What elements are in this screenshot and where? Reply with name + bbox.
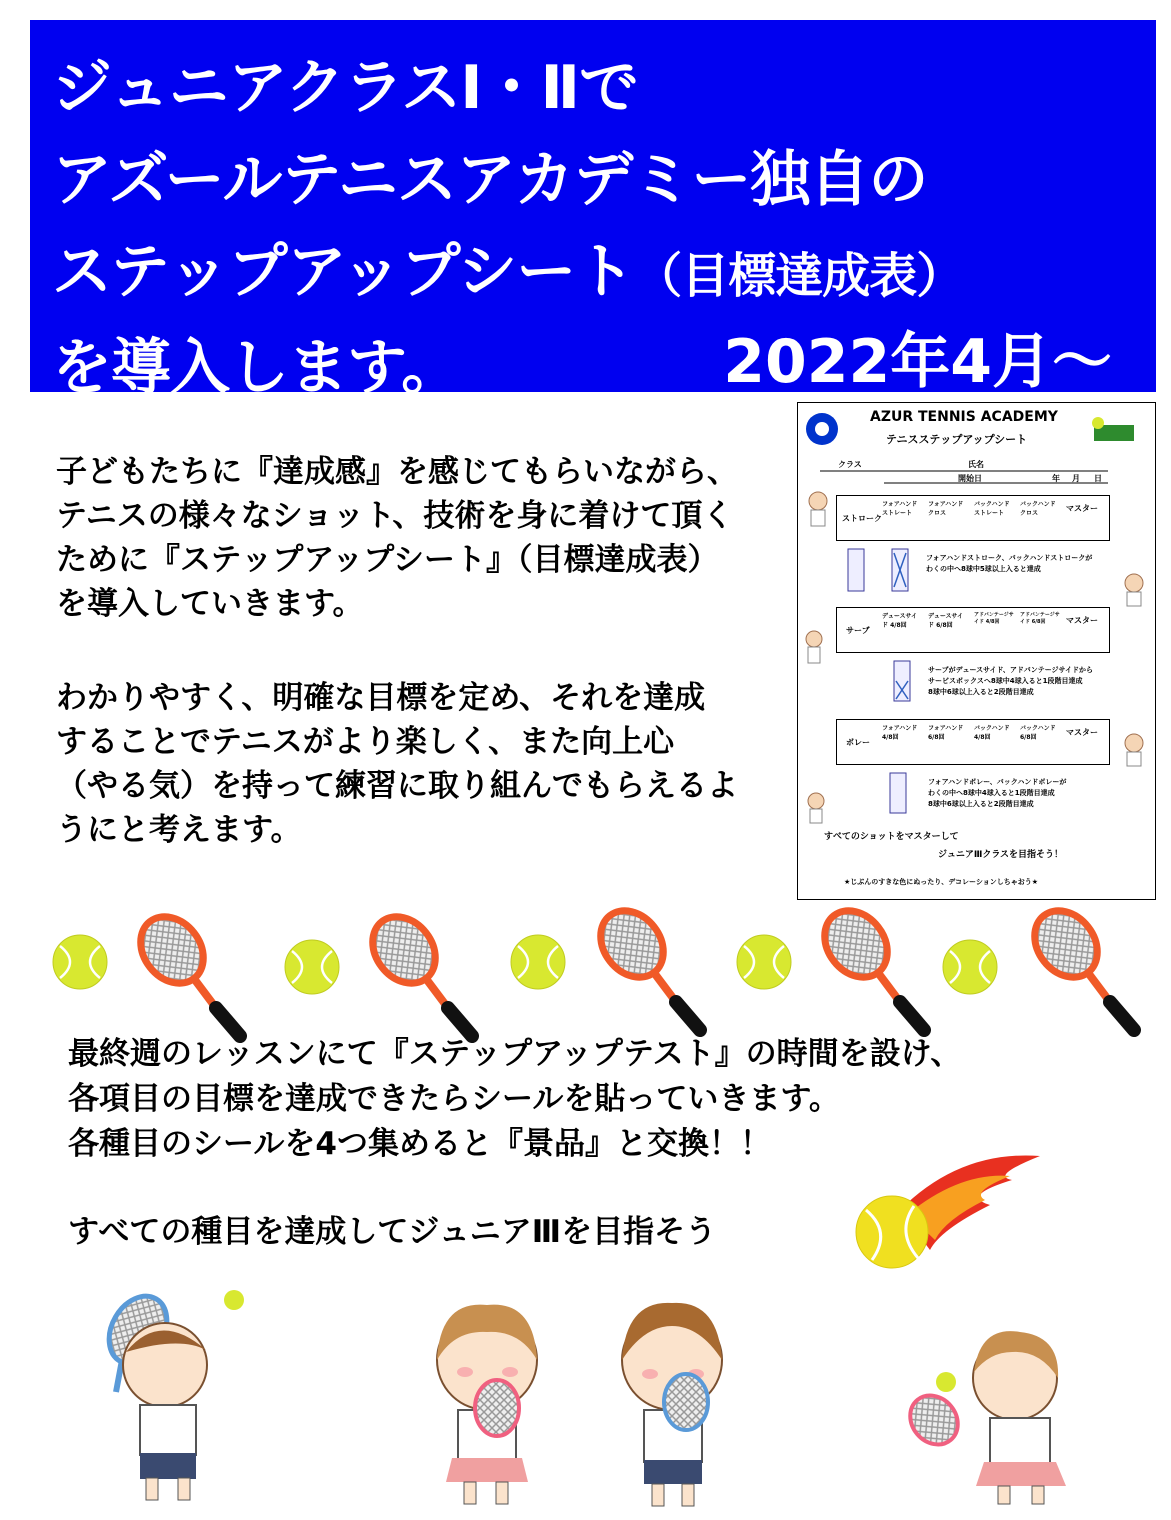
volley-col: フォアハンド 6/8回 (928, 725, 964, 741)
intro-paragraph-1 (56, 450, 738, 626)
volley-note (928, 777, 1066, 810)
intro-line: （やる気）を持って練習に取り組んでもらえるよ (56, 768, 738, 804)
banner-line-2: アズールテニスアカデミー独自の (52, 145, 928, 215)
test-line: 各種目のシールを4つ集めると『景品』と交換！！ (68, 1126, 771, 1162)
test-line: 最終週のレッスンにて『ステップアップテスト』の時間を設け、 (68, 1036, 962, 1072)
serve-col: デュースサイド 4/8回 (882, 613, 917, 629)
stepup-sheet-preview (797, 402, 1156, 900)
tennis-racket-icon (1022, 898, 1134, 1030)
sheet-subtitle: テニスステップアップシート (886, 433, 1028, 446)
stroke-col: バックハンド クロス (1020, 501, 1056, 517)
volley-col: バックハンド 6/8回 (1020, 725, 1056, 741)
tennis-racket-icon (360, 904, 472, 1036)
tennis-ball-icon (53, 935, 107, 989)
stroke-col: バックハンド ストレート (974, 501, 1010, 517)
tennis-racket-icon (588, 898, 700, 1030)
volley-col: フォアハンド 4/8回 (882, 725, 918, 741)
note-line: フォアハンドストローク、バックハンドストロークが (926, 554, 1093, 562)
test-line: 各項目の目標を達成できたらシールを貼っていきます。 (68, 1081, 840, 1117)
tennis-ball-icon (943, 940, 997, 994)
kid-girl-swing-icon (900, 1331, 1066, 1504)
stroke-col: フォアハンド クロス (928, 501, 964, 517)
intro-paragraph-2 (56, 676, 738, 852)
kid-girl-icon (437, 1305, 537, 1504)
tennis-ball-icon (511, 935, 565, 989)
serve-master: マスター (1066, 616, 1098, 625)
volley-table (836, 719, 1110, 765)
court-diagram (848, 549, 864, 591)
day-label: 日 (1094, 474, 1102, 483)
intro-line: ために『ステップアップシート』（目標達成表） (56, 542, 719, 578)
month-label: 月 (1072, 474, 1080, 483)
serve-note (928, 665, 1093, 698)
serve-table (836, 607, 1110, 653)
title-banner (30, 20, 1156, 403)
banner-line-3-sub: （目標達成表） (634, 248, 964, 304)
tennis-racket-icon (128, 904, 240, 1036)
flaming-ball-icon (856, 1155, 1040, 1268)
class-label: クラス (838, 460, 862, 469)
stroke-col: フォアハンド ストレート (882, 501, 918, 517)
serve-col: デュースサイド 6/8回 (928, 613, 963, 629)
banner-line-4: を導入します。 (52, 333, 461, 403)
kid-figures (806, 492, 1143, 823)
serve-col: アドバンテージサイド 6/8回 (1020, 612, 1060, 625)
sheet-title: AZUR TENNIS ACADEMY (870, 409, 1058, 425)
intro-line: うにと考えます。 (56, 812, 302, 848)
stroke-label: ストローク (842, 514, 882, 523)
tennis-ball-icon (737, 935, 791, 989)
serve-col: アドバンテージサイド 4/8回 (974, 612, 1014, 625)
kid-serving-icon (97, 1286, 244, 1500)
kid-boy-icon (622, 1303, 722, 1506)
intro-line: テニスの様々なショット、技術を身に着けて頂く (56, 498, 734, 534)
banner-date: 2022年4月～ (723, 327, 1112, 397)
start-label: 開始日 (958, 474, 982, 483)
note-line: フォアハンドボレー、バックハンドボレーが (928, 778, 1067, 786)
sheet-footer-2: ジュニアⅢクラスを目指そう！ (938, 850, 1064, 860)
closing-line: すべての種目を達成してジュニアⅢを目指そう (68, 1214, 717, 1250)
stroke-master: マスター (1066, 504, 1098, 513)
name-label: 氏名 (968, 460, 984, 469)
note-line: サービスボックスへ8球中4球入ると1段階目達成 (928, 677, 1083, 685)
tennis-ball-icon (285, 940, 339, 994)
intro-line: 子どもたちに『達成感』を感じてもらいながら、 (56, 454, 738, 490)
court-diagram (890, 773, 906, 813)
note-line: 8球中6球以上入ると2段階目達成 (928, 800, 1034, 808)
test-paragraph (68, 1032, 961, 1167)
sheet-footer-3: ★じぶんのすきな色にぬったり、デコレーションしちゃおう★ (844, 878, 1038, 886)
intro-line: わかりやすく、明確な目標を定め、それを達成 (56, 680, 706, 716)
banner-line-3 (52, 226, 1156, 322)
ball-icon (1092, 417, 1104, 429)
stroke-note (926, 553, 1092, 575)
volley-col: バックハンド 4/8回 (974, 725, 1010, 741)
note-line: わくの中へ8球中4球入ると1段階目達成 (928, 789, 1055, 797)
year-label: 年 (1052, 474, 1060, 483)
volley-label: ボレー (846, 738, 870, 747)
banner-line-1: ジュニアクラスⅠ・Ⅱで (52, 53, 639, 123)
tennis-racket-icon (812, 898, 924, 1030)
sheet-footer-1: すべてのショットをマスターして (824, 832, 959, 842)
volley-master: マスター (1066, 728, 1098, 737)
serve-label: サーブ (846, 626, 870, 635)
note-line: サーブがデュースサイド、アドバンテージサイドから (928, 666, 1094, 674)
banner-line-3-main: ステップアップシート (52, 237, 635, 307)
note-line: わくの中へ8球中5球以上入ると達成 (926, 565, 1041, 573)
intro-line: を導入していきます。 (56, 586, 364, 622)
intro-line: することでテニスがより楽しく、また向上心 (56, 724, 675, 760)
note-line: 8球中6球以上入ると2段階目達成 (928, 688, 1034, 696)
